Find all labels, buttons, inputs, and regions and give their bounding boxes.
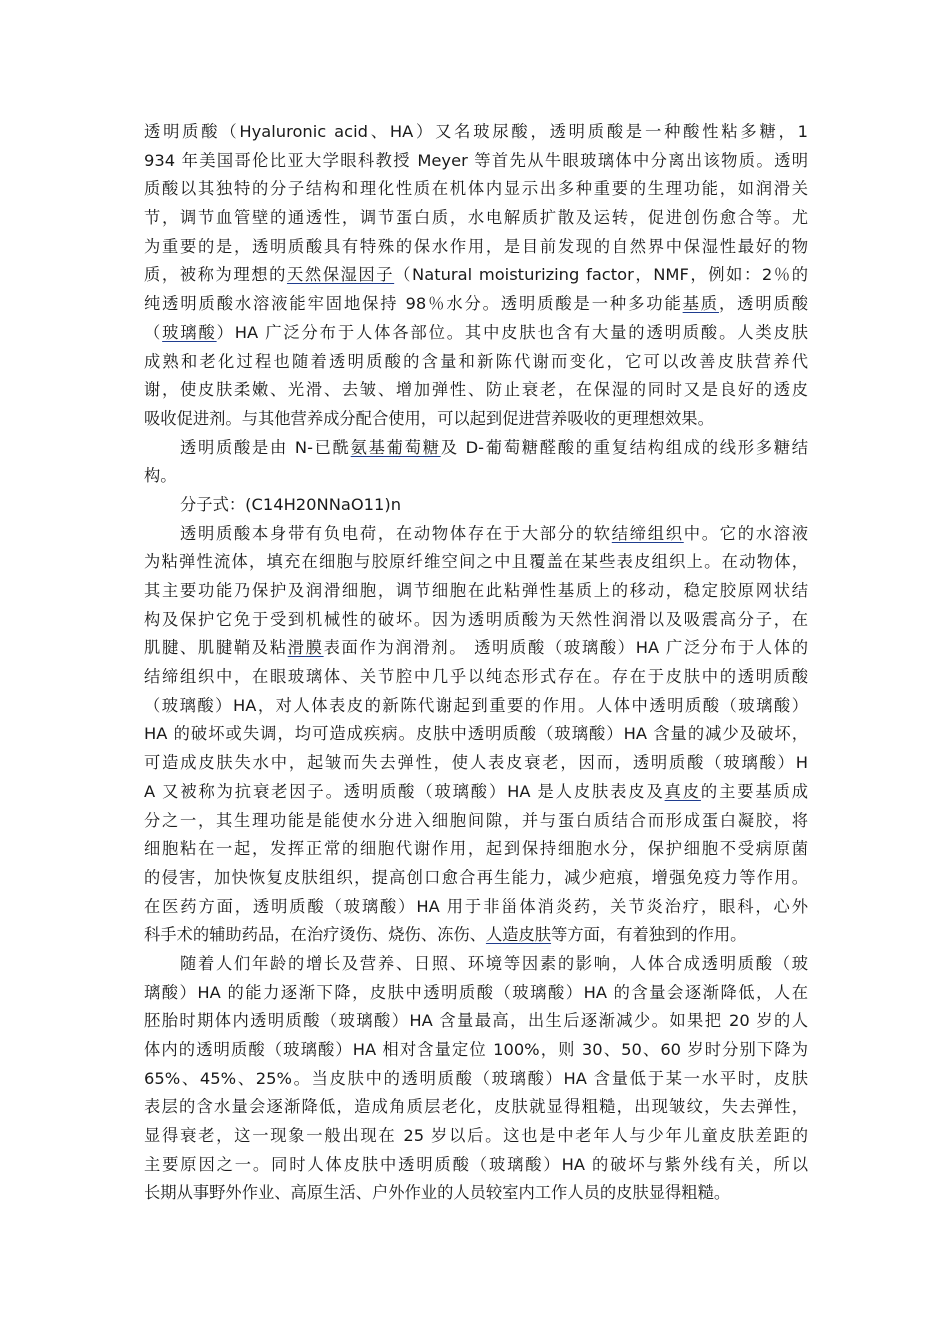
text-run: （玻璃酸）HA，对人体表皮的新陈代谢起到重要的作用。人体中透明质酸（玻璃酸） bbox=[144, 695, 808, 715]
text-line bbox=[144, 1093, 808, 1122]
hyperlink[interactable]: 人造皮肤 bbox=[485, 925, 552, 945]
text-run: 体内的透明质酸（玻璃酸）HA 相对含量定位 100%，则 30、50、60 岁时分别下降为 bbox=[144, 1040, 808, 1059]
text-run: 吸收促进剂。与其他营养成分配合使用，可以起到促进营养吸收的更理想效果。 bbox=[144, 408, 714, 428]
text-run: 科手术的辅助药品，在治疗烫伤、烧伤、冻伤、 bbox=[144, 925, 486, 945]
text-run: 节，调节血管壁的通透性，调节蛋白质，水电解质扩散及运转，促进创伤愈合等。尤 bbox=[144, 208, 808, 228]
hyperlink[interactable]: 滑膜 bbox=[287, 638, 324, 658]
text-line bbox=[144, 1065, 808, 1094]
text-line bbox=[144, 778, 808, 807]
text-run: ，透明质酸 bbox=[718, 294, 808, 314]
text-run: 结缔组织中，在眼玻璃体、关节腔中几乎以纯态形式存在。存在于皮肤中的透明质酸 bbox=[144, 667, 808, 687]
text-run: 构及保护它免于受到机械性的破坏。因为透明质酸为天然性润滑以及吸震高分子，在 bbox=[144, 609, 808, 629]
text-line bbox=[144, 261, 808, 290]
text-line bbox=[144, 864, 808, 893]
text-line bbox=[144, 175, 808, 204]
text-line bbox=[144, 118, 808, 147]
text-line bbox=[144, 491, 808, 520]
text-line bbox=[144, 634, 808, 663]
text-run: 透明质酸本身带有负电荷，在动物体存在于大部分的软 bbox=[180, 523, 612, 543]
text-run: 在医药方面，透明质酸（玻璃酸）HA 用于非甾体消炎药，关节炎治疗，眼科，心外 bbox=[144, 896, 808, 916]
text-line bbox=[144, 893, 808, 922]
text-run: 随着人们年龄的增长及营养、日照、环境等因素的影响，人体合成透明质酸（玻 bbox=[180, 953, 808, 973]
hyperlink[interactable]: 结缔组织 bbox=[611, 523, 684, 543]
text-line bbox=[144, 319, 808, 348]
text-run: A 又被称为抗衰老因子。透明质酸（玻璃酸）HA 是人皮肤表皮及 bbox=[144, 781, 665, 801]
text-run: 65%、45%、25%。当皮肤中的透明质酸（玻璃酸）HA 含量低于某一水平时，皮肤 bbox=[144, 1068, 808, 1088]
text-run: 其主要功能乃保护及润滑细胞，调节细胞在此粘弹性基质上的移动，稳定胶原网状结 bbox=[144, 581, 808, 600]
text-run: 透明质酸（Hyaluronic acid、HA）又名玻尿酸，透明质酸是一种酸性粘多糖，1 bbox=[144, 122, 808, 141]
text-run: 质酸以其独特的分子结构和理化性质在机体内显示出多种重要的生理功能，如润滑关 bbox=[144, 179, 808, 199]
text-line bbox=[144, 921, 808, 950]
text-line bbox=[144, 1122, 808, 1151]
text-line bbox=[144, 520, 808, 549]
text-line bbox=[144, 1179, 808, 1208]
text-line bbox=[144, 1007, 808, 1036]
text-run: （Natural moisturizing factor，NMF，例如：2％的 bbox=[394, 265, 808, 285]
text-run: 主要原因之一。同时人体皮肤中透明质酸（玻璃酸）HA 的破坏与紫外线有关，所以 bbox=[144, 1154, 808, 1174]
text-run: 分子式：(C14H20NNaO11)n bbox=[180, 494, 402, 514]
text-line bbox=[144, 405, 808, 434]
text-run: 表面作为润滑剂。 透明质酸（玻璃酸）HA 广泛分布于人体的 bbox=[323, 638, 808, 658]
text-run: 的侵害，加快恢复皮肤组织，提高创口愈合再生能力，减少疤痕，增强免疫力等作用。 bbox=[144, 867, 808, 887]
text-run: 胚胎时期体内透明质酸（玻璃酸）HA 含量最高，出生后逐渐减少。如果把 20 岁的人 bbox=[144, 1011, 808, 1031]
text-line bbox=[144, 548, 808, 577]
text-run: 谢，使皮肤柔嫩、光滑、去皱、增加弹性、防止衰老，在保湿的同时又是良好的透皮 bbox=[144, 380, 808, 400]
text-run: 成熟和老化过程也随着透明质酸的含量和新陈代谢而变化，它可以改善皮肤营养代 bbox=[144, 351, 808, 371]
text-line bbox=[144, 376, 808, 405]
hyperlink[interactable]: 基质 bbox=[682, 294, 719, 314]
text-run: 中。它的水溶液 bbox=[683, 523, 808, 543]
document-page bbox=[144, 118, 808, 1208]
text-run: 为粘弹性流体，填充在细胞与胶原纤维空间之中且覆盖在某些表皮组织上。在动物体， bbox=[144, 552, 808, 572]
hyperlink[interactable]: 氨基葡萄糖 bbox=[350, 437, 441, 457]
text-run: 可造成皮肤失水中，起皱而失去弹性，使人表皮衰老，因而，透明质酸（玻璃酸）H bbox=[144, 753, 808, 773]
text-run: 为重要的是，透明质酸具有特殊的保水作用，是目前发现的自然界中保湿性最好的物 bbox=[144, 236, 808, 256]
hyperlink[interactable]: 玻璃酸 bbox=[162, 322, 217, 342]
text-line bbox=[144, 606, 808, 635]
text-run: HA 的破坏或失调，均可造成疾病。皮肤中透明质酸（玻璃酸）HA 含量的减少及破坏， bbox=[144, 724, 808, 744]
text-run: （ bbox=[144, 322, 163, 342]
text-run: 透明质酸是由 N-已酰 bbox=[180, 437, 351, 457]
text-line bbox=[144, 979, 808, 1008]
text-line bbox=[144, 577, 808, 606]
text-line bbox=[144, 692, 808, 721]
text-line bbox=[144, 462, 808, 491]
text-run: ）HA 广泛分布于人体各部位。其中皮肤也含有大量的透明质酸。人类皮肤 bbox=[216, 322, 808, 342]
text-line bbox=[144, 434, 808, 463]
text-run: 纯透明质酸水溶液能牢固地保持 98％水分。透明质酸是一种多功能 bbox=[144, 294, 683, 314]
hyperlink[interactable]: 真皮 bbox=[664, 781, 701, 801]
text-line bbox=[144, 663, 808, 692]
text-line bbox=[144, 204, 808, 233]
text-run: 长期从事野外作业、高原生活、户外作业的人员较室内工作人员的皮肤显得粗糙。 bbox=[144, 1183, 731, 1203]
text-run: 肌腱、肌腱鞘及粘 bbox=[144, 638, 288, 658]
text-run: 质，被称为理想的 bbox=[144, 265, 287, 285]
text-line bbox=[144, 348, 808, 377]
text-run: 分之一，其生理功能是能使水分进入细胞间隙，并与蛋白质结合而形成蛋白凝胶，将 bbox=[144, 810, 808, 830]
text-run: 细胞粘在一起，发挥正常的细胞代谢作用，起到保持细胞水分，保护细胞不受病原菌 bbox=[144, 839, 808, 859]
text-run: 等方面，有着独到的作用。 bbox=[551, 925, 747, 945]
text-run: 及 D-葡萄糖醛酸的重复结构组成的线形多糖结 bbox=[440, 437, 808, 457]
text-line bbox=[144, 720, 808, 749]
text-line bbox=[144, 1036, 808, 1065]
text-line bbox=[144, 950, 808, 979]
text-run: 表层的含水量会逐渐降低，造成角质层老化，皮肤就显得粗糙，出现皱纹，失去弹性， bbox=[144, 1097, 808, 1117]
text-line bbox=[144, 749, 808, 778]
text-run: 显得衰老，这一现象一般出现在 25 岁以后。这也是中老年人与少年儿童皮肤差距的 bbox=[144, 1126, 808, 1146]
text-line bbox=[144, 233, 808, 262]
text-run: 构。 bbox=[144, 466, 177, 486]
text-line bbox=[144, 147, 808, 176]
text-run: 璃酸）HA 的能力逐渐下降，皮肤中透明质酸（玻璃酸）HA 的含量会逐渐降低，人在 bbox=[144, 982, 808, 1002]
text-line bbox=[144, 290, 808, 319]
hyperlink[interactable]: 天然保湿因子 bbox=[286, 265, 395, 285]
text-line bbox=[144, 807, 808, 836]
text-line bbox=[144, 835, 808, 864]
text-run: 934 年美国哥伦比亚大学眼科教授 Meyer 等首先从牛眼玻璃体中分离出该物质。透明 bbox=[144, 150, 808, 170]
text-run: 的主要基质成 bbox=[700, 781, 808, 801]
text-line bbox=[144, 1151, 808, 1180]
